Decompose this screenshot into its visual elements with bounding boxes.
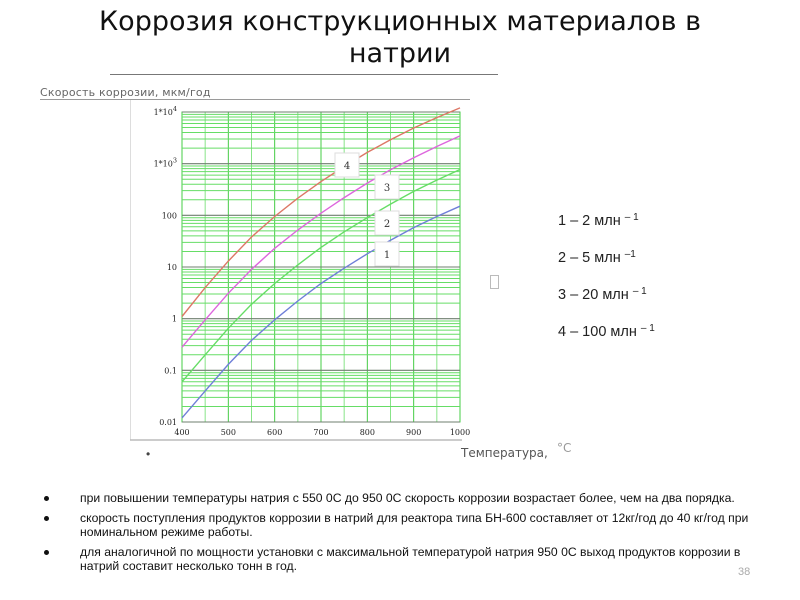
y-tick-label: $1*10^4$ [153,105,177,117]
legend-item-2 [558,245,655,282]
conclusions-list [44,491,764,579]
legend-item-3 [558,282,655,319]
list-item [44,545,764,573]
corrosion-rate-chart [130,100,470,445]
bullet-dot [44,496,49,501]
series-label-3: 3 [383,183,391,194]
list-item-text: при повышении температуры натрия с 550 0С до 950 0С скорость коррозии возрастает более, чем на два порядка. [80,491,735,505]
legend-exponent: –1 [624,249,636,260]
x-axis-label: Температура, [461,446,548,460]
y-tick-exponent: 3 [172,156,177,165]
list-item [44,511,764,539]
y-tick-label: $1*10^3$ [153,156,177,169]
y-tick-label: 1 [171,314,177,324]
list-item-text: скорость поступления продуктов коррозии в натрий для реактора типа БН-600 составляет от 12кг/год до 40 кг/год при номинальном режиме работы. [80,511,749,539]
legend-text: 4 – 100 млн [558,324,637,340]
list-item-text: для аналогичной по мощности установки с максимальной температурой натрия 950 0С выход продуктов коррозии в натрий составит несколько тонн в год. [80,545,741,573]
series-label-2: 2 [383,219,391,230]
y-tick-label: 0.1 [164,366,177,376]
slide-title: Коррозия конструкционных материалов в натрии [99,6,701,69]
legend-exponent: – 1 [624,212,639,223]
page-number: 38 [738,566,751,578]
title-underline [110,74,498,75]
legend-text: 1 – 2 млн [558,213,621,229]
y-tick-label: 10 [166,263,177,272]
legend-text: 3 – 20 млн [558,287,629,303]
y-tick-label: 0.01 [159,418,177,427]
legend-exponent: – 1 [640,323,655,334]
y-axis-label: Скорость коррозии, мкм/год [40,86,211,99]
series-label-1: 1 [383,250,391,261]
legend-exponent: – 1 [632,286,647,297]
bullet-dot [44,516,49,521]
bullet-dot [44,550,49,555]
y-tick-exponent: 4 [172,105,177,113]
x-tick-label: 900 [406,428,422,437]
x-tick-label: 500 [220,428,236,437]
x-tick-label: 700 [313,428,329,437]
y-tick-label: 100 [161,211,177,221]
x-tick-label: 600 [267,428,283,437]
legend-item-4 [558,319,655,356]
chart-legend [558,208,655,356]
x-tick-label: 400 [174,428,190,437]
x-axis-unit: °С [557,441,572,455]
legend-item-1 [558,208,655,245]
x-tick-label: 1000 [449,428,470,437]
placeholder-glyph-icon [490,275,499,289]
bullet-marker: • [146,447,151,461]
x-tick-label: 800 [359,428,375,437]
list-item [44,491,764,505]
legend-text: 2 – 5 млн [558,250,621,266]
series-label-4: 4 [343,161,351,172]
